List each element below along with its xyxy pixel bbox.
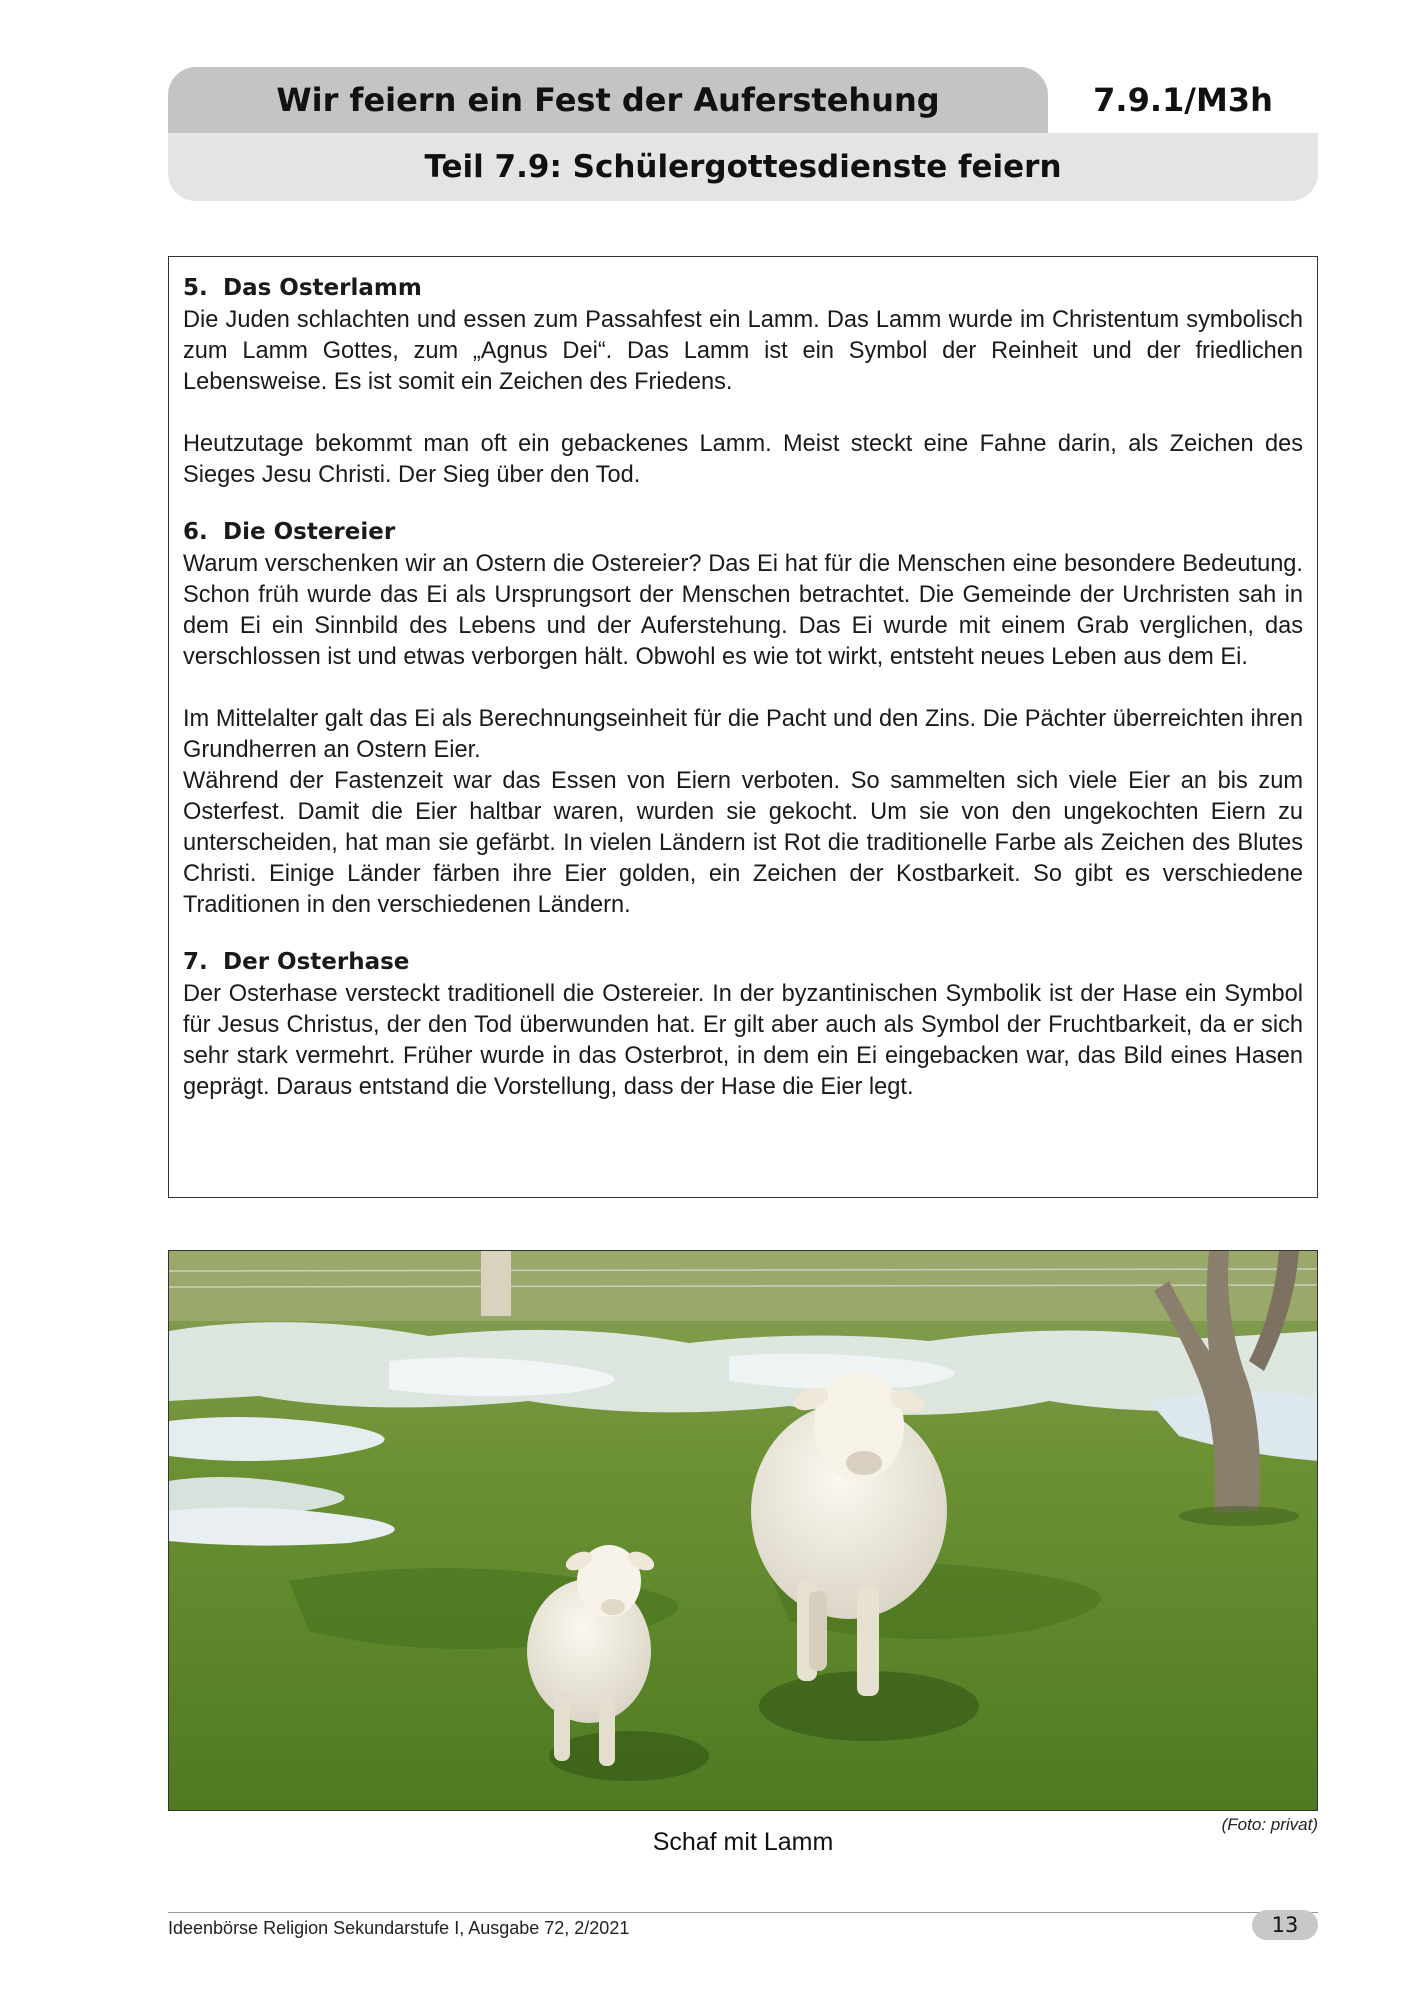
photo-caption: Schaf mit Lamm [652, 1828, 834, 1856]
sheep-photo [168, 1250, 1318, 1811]
footer-publication: Ideenbörse Religion Sekundarstufe I, Ausgabe 72, 2/2021 [168, 1918, 630, 1938]
section-paragraph: Heutzutage bekommt man oft ein gebackenes Lamm. Meist steckt eine Fahne darin, als Zeichen des Sieges Jesu Christi. Der Sieg über den Tod. [183, 431, 1303, 488]
section-paragraph: Der Osterhase versteckt traditionell die Ostereier. In der byzantinischen Symbolik ist der Hase ein Symbol für Jesus Christus, der den Tod überwunden hat. Er gilt aber auch als Symbol der Fruchtbarkeit, da er sich sehr stark vermehrt. Früher wurde in das Osterbrot, in dem ein Ei eingebacken war, das Bild eines Hasen geprägt. Daraus entstand die Vorstellung, dass der Hase die Eier legt. [183, 981, 1303, 1100]
page-title: Wir feiern ein Fest der Auferstehung [276, 81, 940, 119]
section-heading: 5. Das Osterlamm [183, 275, 422, 301]
section-paragraph: Im Mittelalter galt das Ei als Berechnungseinheit für die Pacht und den Zins. Die Pächter überreichten ihren Grundherren an Ostern Eier. [183, 706, 1303, 763]
text-box [168, 256, 1318, 1198]
section-paragraph: Warum verschenken wir an Ostern die Ostereier? Das Ei hat für die Menschen eine besondere Bedeutung. Schon früh wurde das Ei als Ursprungsort der Menschen betrachtet. Die Gemeinde der Urchristen sah in dem Ei ein Sinnbild des Lebens und der Auferstehung. Das Ei wurde mit einem Grab verglichen, das verschlossen ist und etwas verborgen hält. Obwohl es wie tot wirkt, entsteht neues Leben aus dem Ei. [183, 551, 1303, 670]
footer-divider [168, 1912, 1318, 1913]
page-subtitle: Teil 7.9: Schülergottesdienste feiern [424, 149, 1062, 185]
section-paragraph: Während der Fastenzeit war das Essen von Eiern verboten. So sammelten sich viele Eier an bis zum Osterfest. Damit die Eier haltbar waren, wurden sie gekocht. Um sie von den ungekochten Eiern zu unterscheiden, hat man sie gefärbt. In vielen Ländern ist Rot die traditionelle Farbe als Zeichen des Blutes Christi. Einige Länder färben ihre Eier golden, ein Zeichen der Kostbarkeit. So gibt es verschiedene Traditionen in den verschiedenen Ländern. [183, 768, 1303, 918]
material-code: 7.9.1/M3h [1093, 81, 1273, 119]
photo-credit: (Foto: privat) [1221, 1815, 1318, 1834]
section-heading: 6. Die Ostereier [183, 519, 396, 545]
section-heading: 7. Der Osterhase [183, 949, 410, 975]
section-paragraph: Die Juden schlachten und essen zum Passahfest ein Lamm. Das Lamm wurde im Christentum symbolisch zum Lamm Gottes, zum „Agnus Dei“. Das Lamm ist ein Symbol der Reinheit und der friedlichen Lebensweise. Es ist somit ein Zeichen des Friedens. [183, 307, 1303, 395]
page-number: 13 [1252, 1910, 1318, 1940]
